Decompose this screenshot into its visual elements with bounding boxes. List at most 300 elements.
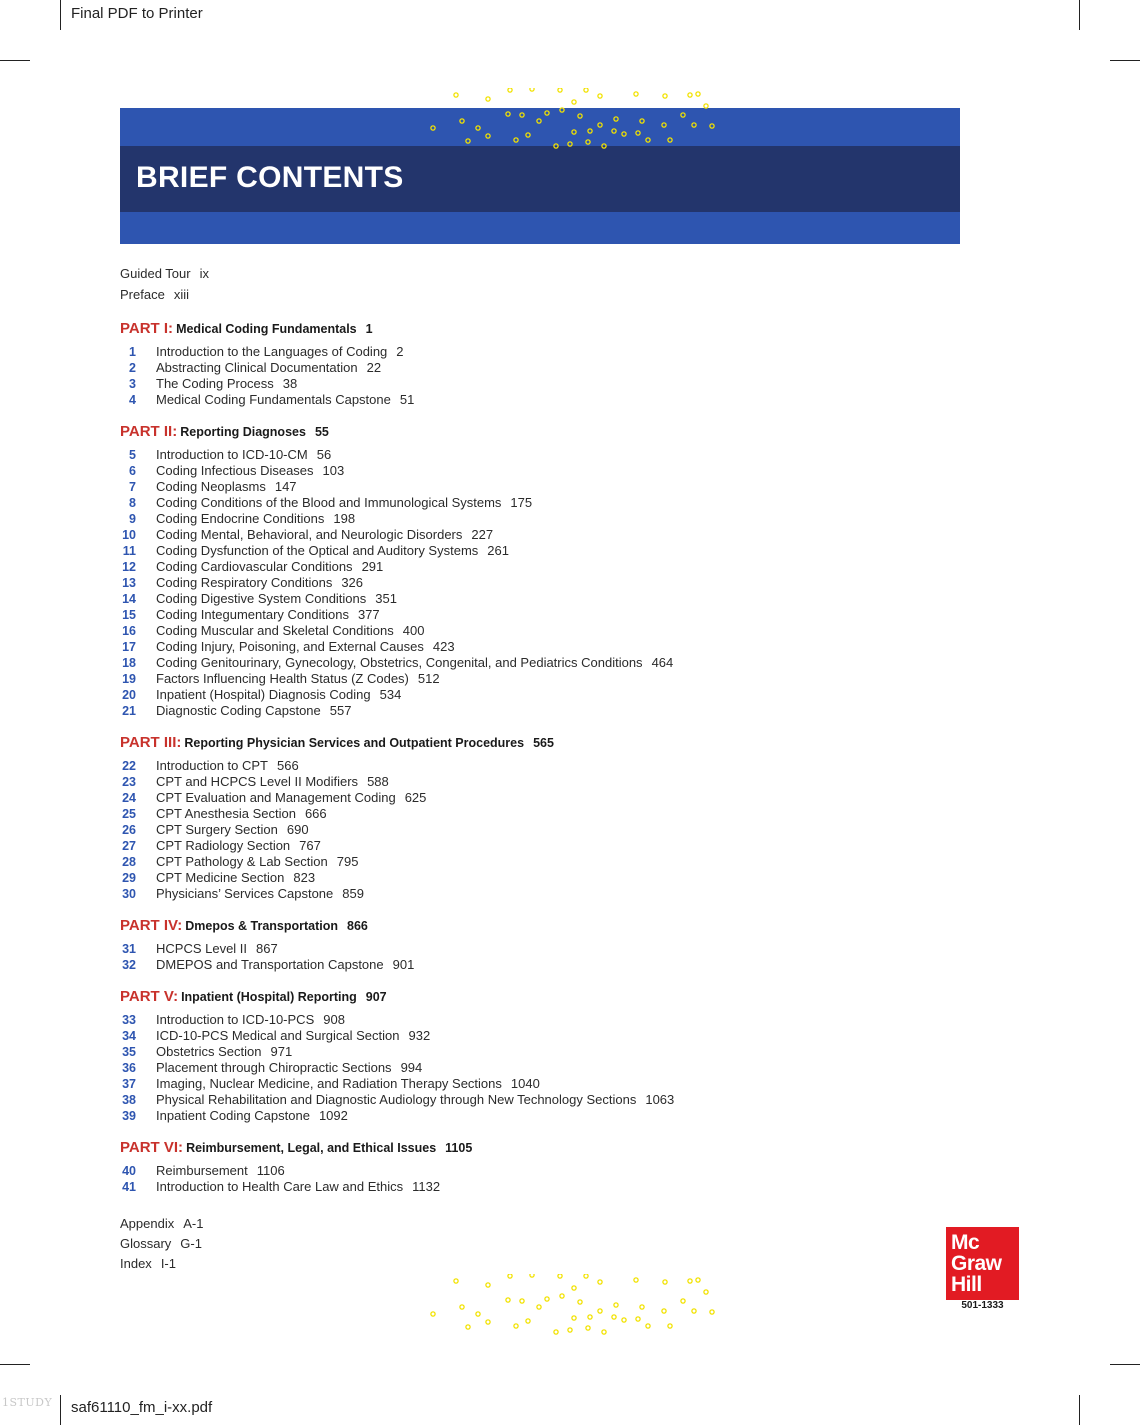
chapter-number: 12 [122, 560, 136, 574]
decorative-dot [560, 108, 564, 112]
part-title: Reporting Diagnoses [180, 425, 306, 439]
chapter-row [120, 623, 840, 639]
part-section [120, 1136, 840, 1195]
decorative-dot [454, 1279, 458, 1283]
page-number: 867 [256, 941, 278, 956]
chapter-number: 6 [129, 464, 136, 478]
chapter-title: CPT Evaluation and Management Coding [156, 790, 396, 805]
chapter-title: Inpatient (Hospital) Diagnosis Coding [156, 687, 371, 702]
decorative-dot [663, 1280, 667, 1284]
chapter-row [120, 1060, 840, 1076]
chapter-number: 25 [122, 807, 136, 821]
chapter-row [120, 1092, 840, 1108]
page-number: 2 [396, 344, 404, 359]
page-number: 994 [400, 1060, 423, 1075]
chapter-title: Coding Genitourinary, Gynecology, Obstetrics, Congenital, and Pediatrics Conditions [156, 655, 643, 670]
chapter-row [120, 822, 840, 838]
chapter-row [120, 957, 840, 973]
decorative-dot [636, 1317, 640, 1321]
chapter-number: 19 [122, 672, 136, 686]
table-of-contents [120, 263, 840, 1274]
crop-mark [1110, 1364, 1140, 1365]
decorative-dot [520, 1299, 524, 1303]
parts-list [120, 317, 840, 1195]
decorative-dot [526, 1319, 530, 1323]
decorative-dot [614, 1303, 618, 1307]
chapter-row [120, 447, 840, 463]
banner-bottom-band [120, 212, 960, 244]
page-number: 351 [375, 591, 397, 606]
page-number: 1132 [412, 1179, 441, 1194]
chapter-title: CPT Medicine Section [156, 870, 285, 885]
chapter-title: CPT Surgery Section [156, 822, 278, 837]
decorative-dot [696, 92, 700, 96]
page-number: 932 [408, 1028, 431, 1043]
decorative-dot [646, 1324, 650, 1328]
chapter-number: 28 [122, 855, 136, 869]
decorative-dot [476, 1312, 480, 1316]
decorative-dot [578, 114, 582, 118]
page-number: 534 [379, 687, 402, 702]
crop-mark [0, 1364, 30, 1365]
chapter-number: 16 [122, 624, 136, 638]
page-number: 690 [286, 822, 309, 837]
chapter-number: 26 [122, 823, 136, 837]
decorative-dot [506, 112, 510, 116]
page-number: 557 [329, 703, 352, 718]
chapter-number: 5 [129, 448, 136, 462]
chapter-number: 41 [122, 1180, 136, 1194]
front-matter-list [120, 263, 840, 305]
decorative-dot [572, 1316, 576, 1320]
decorative-dot [640, 119, 644, 123]
chapter-title: Coding Conditions of the Blood and Immunological Systems [156, 495, 502, 510]
chapter-row [120, 1179, 840, 1195]
decorative-dot [554, 144, 558, 148]
chapter-number: 3 [129, 377, 136, 391]
decorative-dot [636, 131, 640, 135]
chapter-row [120, 838, 840, 854]
chapter-number: 21 [122, 704, 136, 718]
chapter-row [120, 527, 840, 543]
chapter-row [120, 591, 840, 607]
chapter-number: 4 [129, 393, 136, 407]
part-section [120, 420, 840, 719]
chapter-title: Introduction to ICD-10-CM [156, 447, 308, 462]
part-heading [120, 985, 840, 1009]
banner-title-band [120, 146, 960, 212]
logo-text-line: Graw [951, 1252, 1002, 1275]
decorative-dot [634, 1278, 638, 1282]
decorative-dot [640, 1305, 644, 1309]
page-number: 795 [336, 854, 359, 869]
publisher-logo [946, 1227, 1019, 1300]
decorative-dots-top [424, 88, 716, 150]
chapter-row [120, 1108, 840, 1124]
chapter-number: 24 [122, 791, 136, 805]
decorative-dot [622, 1318, 626, 1322]
page-number: 377 [357, 607, 380, 622]
chapter-number: 38 [122, 1093, 136, 1107]
part-heading [120, 317, 840, 341]
decorative-dot [668, 138, 672, 142]
decorative-dot [681, 113, 685, 117]
part-page-number: 55 [314, 425, 329, 439]
chapter-number: 31 [122, 942, 136, 956]
crop-mark [60, 1395, 61, 1425]
chapter-row [120, 392, 840, 408]
decorative-dot [545, 1297, 549, 1301]
chapter-row [120, 703, 840, 719]
chapter-title: Placement through Chiropractic Sections [156, 1060, 392, 1075]
chapter-title: Diagnostic Coding Capstone [156, 703, 321, 718]
chapter-row [120, 806, 840, 822]
decorative-dot [558, 1274, 562, 1278]
decorative-dot [558, 88, 562, 92]
crop-mark [1110, 60, 1140, 61]
chapter-row [120, 344, 840, 360]
page-number: G-1 [180, 1236, 202, 1251]
chapter-number: 27 [122, 839, 136, 853]
decorative-dot [710, 124, 714, 128]
chapter-title: Coding Muscular and Skeletal Conditions [156, 623, 394, 638]
page-number: 400 [402, 623, 425, 638]
chapter-title: Coding Injury, Poisoning, and External Causes [156, 639, 424, 654]
chapter-row [120, 495, 840, 511]
chapter-title: Introduction to Health Care Law and Ethics [156, 1179, 404, 1194]
decorative-dot [634, 92, 638, 96]
part-page-number: 907 [365, 990, 387, 1004]
part-heading [120, 731, 840, 755]
chapter-number: 29 [122, 871, 136, 885]
decorative-dot [568, 142, 572, 146]
chapter-title: Inpatient Coding Capstone [156, 1108, 310, 1123]
decorative-dot [586, 1326, 590, 1330]
toc-entry [120, 1234, 840, 1254]
page-number: 38 [282, 376, 298, 391]
chapter-number: 36 [122, 1061, 136, 1075]
decorative-dot [646, 138, 650, 142]
chapter-number: 34 [122, 1029, 136, 1043]
chapter-title: Coding Integumentary Conditions [156, 607, 349, 622]
chapter-row [120, 790, 840, 806]
part-title: Inpatient (Hospital) Reporting [181, 990, 357, 1004]
chapter-title: Coding Infectious Diseases [156, 463, 314, 478]
page-number: 1063 [645, 1092, 675, 1107]
decorative-dot [537, 119, 541, 123]
logo-text-line: Mc [951, 1231, 980, 1254]
logo-text-line: Hill [951, 1273, 982, 1296]
decorative-dot [612, 129, 616, 133]
page-number: xiii [173, 287, 189, 302]
chapter-row [120, 870, 840, 886]
part-page-number: 1105 [445, 1141, 473, 1155]
decorative-dot [598, 94, 602, 98]
file-name-label: saf61110_fm_i-xx.pdf [71, 1399, 213, 1416]
chapter-row [120, 1012, 840, 1028]
page-number: 1092 [318, 1108, 348, 1123]
decorative-dot [537, 1305, 541, 1309]
toc-entry [120, 263, 840, 284]
decorative-dots-bottom [424, 1274, 716, 1336]
part-title: Reimbursement, Legal, and Ethical Issues [186, 1141, 437, 1155]
part-section [120, 985, 840, 1124]
chapter-number: 23 [122, 775, 136, 789]
part-label: PART I: [120, 320, 174, 337]
decorative-dot [476, 126, 480, 130]
decorative-dot [588, 129, 592, 133]
chapter-row [120, 1076, 840, 1092]
chapter-title: Reimbursement [156, 1163, 248, 1178]
decorative-dot [486, 1283, 490, 1287]
decorative-dot [668, 1324, 672, 1328]
page-number: 291 [361, 559, 384, 574]
chapter-list [120, 758, 840, 902]
chapter-title: Medical Coding Fundamentals Capstone [156, 392, 391, 407]
decorative-dot [612, 1315, 616, 1319]
part-heading [120, 1136, 840, 1160]
chapter-number: 35 [122, 1045, 136, 1059]
chapter-title: CPT Pathology & Lab Section [156, 854, 328, 869]
decorative-dot [530, 1274, 534, 1277]
decorative-dot [545, 111, 549, 115]
page-number: 1040 [510, 1076, 540, 1091]
decorative-dot [572, 100, 576, 104]
entry-title: Index [120, 1256, 152, 1271]
page-number: 908 [323, 1012, 345, 1027]
page-number: 227 [471, 527, 494, 542]
chapter-row [120, 1044, 840, 1060]
part-page-number: 565 [533, 736, 554, 750]
chapter-number: 30 [122, 887, 136, 901]
decorative-dot [696, 1278, 700, 1282]
watermark: 1STUDY [2, 1396, 53, 1409]
chapter-number: 40 [122, 1164, 136, 1178]
chapter-title: Coding Cardiovascular Conditions [156, 559, 353, 574]
page-number: ix [199, 266, 209, 281]
toc-entry [120, 284, 840, 305]
crop-mark [1079, 1395, 1080, 1425]
chapter-title: CPT Radiology Section [156, 838, 291, 853]
entry-title: Glossary [120, 1236, 172, 1251]
part-heading [120, 914, 840, 938]
chapter-title: Coding Dysfunction of the Optical and Auditory Systems [156, 543, 479, 558]
decorative-dot [598, 123, 602, 127]
page-number: 859 [342, 886, 364, 901]
decorative-dot [506, 1298, 510, 1302]
chapter-title: Abstracting Clinical Documentation [156, 360, 358, 375]
page-number: 971 [270, 1044, 293, 1059]
decorative-dot [584, 88, 588, 92]
chapter-row [120, 655, 840, 671]
decorative-dot [466, 139, 470, 143]
part-page-number: 1 [365, 322, 373, 336]
page-number: 22 [366, 360, 382, 375]
part-page-number: 866 [347, 919, 368, 933]
page-number: 588 [367, 774, 389, 789]
chapter-row [120, 376, 840, 392]
decorative-dot [710, 1310, 714, 1314]
chapter-row [120, 575, 840, 591]
chapter-number: 7 [129, 480, 136, 494]
chapter-title: DMEPOS and Transportation Capstone [156, 957, 384, 972]
toc-entry [120, 1214, 840, 1234]
page-number: 767 [299, 838, 321, 853]
crop-mark [0, 60, 30, 61]
chapter-title: Factors Influencing Health Status (Z Codes) [156, 671, 409, 686]
decorative-dot [614, 117, 618, 121]
part-label: PART III: [120, 734, 182, 751]
decorative-dot [704, 1290, 708, 1294]
decorative-dot [486, 97, 490, 101]
crop-mark [1079, 0, 1080, 30]
chapter-row [120, 479, 840, 495]
part-title: Medical Coding Fundamentals [176, 322, 357, 336]
chapter-number: 8 [129, 496, 136, 510]
chapter-title: Physical Rehabilitation and Diagnostic Audiology through New Technology Sections [156, 1092, 637, 1107]
decorative-dot [460, 119, 464, 123]
chapter-row [120, 543, 840, 559]
decorative-dot [454, 93, 458, 97]
chapter-title: CPT Anesthesia Section [156, 806, 296, 821]
crop-mark [60, 0, 61, 30]
decorative-dot [520, 113, 524, 117]
chapter-row [120, 1028, 840, 1044]
chapter-number: 9 [129, 512, 136, 526]
printer-label: Final PDF to Printer [71, 5, 203, 22]
chapter-number: 13 [122, 576, 136, 590]
chapter-title: ICD-10-PCS Medical and Surgical Section [156, 1028, 400, 1043]
decorative-dot [584, 1274, 588, 1278]
chapter-row [120, 774, 840, 790]
part-label: PART VI: [120, 1139, 184, 1156]
chapter-title: HCPCS Level II [156, 941, 248, 956]
chapter-list [120, 447, 840, 719]
chapter-title: Coding Respiratory Conditions [156, 575, 333, 590]
chapter-title: Introduction to ICD-10-PCS [156, 1012, 315, 1027]
chapter-number: 18 [122, 656, 136, 670]
decorative-dot [692, 1309, 696, 1313]
chapter-number: 1 [129, 345, 136, 359]
decorative-dot [460, 1305, 464, 1309]
decorative-dot [598, 1280, 602, 1284]
page-number: 666 [304, 806, 327, 821]
chapter-row [120, 941, 840, 957]
part-section [120, 317, 840, 408]
chapter-list [120, 941, 840, 973]
chapter-title: Coding Mental, Behavioral, and Neurologic Disorders [156, 527, 463, 542]
part-title: Dmepos & Transportation [185, 919, 339, 933]
part-title: Reporting Physician Services and Outpatient Procedures [184, 736, 525, 750]
chapter-number: 15 [122, 608, 136, 622]
decorative-dot [572, 130, 576, 134]
part-label: PART IV: [120, 917, 183, 934]
chapter-title: CPT and HCPCS Level II Modifiers [156, 774, 359, 789]
chapter-title: Coding Digestive System Conditions [156, 591, 367, 606]
decorative-dot [431, 126, 435, 130]
chapter-row [120, 463, 840, 479]
chapter-row [120, 854, 840, 870]
decorative-dot [704, 104, 708, 108]
decorative-dot [486, 1320, 490, 1324]
decorative-dot [622, 132, 626, 136]
decorative-dot [598, 1309, 602, 1313]
logo-code: 501-1333 [961, 1300, 1004, 1311]
decorative-dot [514, 138, 518, 142]
part-label: PART II: [120, 423, 178, 440]
entry-title: Preface [120, 287, 165, 302]
decorative-dot [554, 1330, 558, 1334]
chapter-title: Physicians’ Services Capstone [156, 886, 334, 901]
page-number: 51 [399, 392, 415, 407]
chapter-row [120, 758, 840, 774]
part-heading [120, 420, 840, 444]
chapter-row [120, 886, 840, 902]
chapter-title: Coding Neoplasms [156, 479, 266, 494]
page-title: BRIEF CONTENTS [136, 161, 404, 194]
page-number: 326 [341, 575, 364, 590]
decorative-dot [431, 1312, 435, 1316]
chapter-number: 39 [122, 1109, 136, 1123]
decorative-dot [486, 134, 490, 138]
decorative-dot [688, 1279, 692, 1283]
chapter-title: Introduction to CPT [156, 758, 268, 773]
page-number: 823 [293, 870, 316, 885]
chapter-number: 11 [122, 544, 136, 558]
page-number: 464 [651, 655, 674, 670]
chapter-title: Coding Endocrine Conditions [156, 511, 325, 526]
part-section [120, 914, 840, 973]
decorative-dot [560, 1294, 564, 1298]
chapter-title: The Coding Process [156, 376, 274, 391]
decorative-dot [692, 123, 696, 127]
decorative-dot [662, 123, 666, 127]
chapter-number: 33 [122, 1013, 136, 1027]
page-number: 625 [404, 790, 427, 805]
chapter-number: 20 [122, 688, 136, 702]
chapter-row [120, 1163, 840, 1179]
chapter-number: 32 [122, 958, 136, 972]
page-number: 56 [316, 447, 332, 462]
decorative-dot [578, 1300, 582, 1304]
decorative-dot [602, 144, 606, 148]
page-number: 423 [432, 639, 455, 654]
page-number: 261 [487, 543, 509, 558]
decorative-dot [572, 1286, 576, 1290]
chapter-row [120, 511, 840, 527]
decorative-dot [530, 88, 534, 91]
back-matter-list [120, 1214, 840, 1274]
chapter-row [120, 360, 840, 376]
chapter-row [120, 687, 840, 703]
chapter-list [120, 1012, 840, 1124]
decorative-dot [681, 1299, 685, 1303]
page-number: 103 [322, 463, 345, 478]
chapter-row [120, 559, 840, 575]
decorative-dot [508, 1274, 512, 1278]
chapter-title: Obstetrics Section [156, 1044, 262, 1059]
decorative-dot [588, 1315, 592, 1319]
page-number: 147 [274, 479, 297, 494]
page-number: A-1 [183, 1216, 204, 1231]
decorative-dot [662, 1309, 666, 1313]
chapter-number: 14 [122, 592, 136, 606]
page-number: 512 [417, 671, 440, 686]
page-number: 901 [392, 957, 415, 972]
chapter-row [120, 671, 840, 687]
page-number: 566 [277, 758, 299, 773]
decorative-dot [663, 94, 667, 98]
